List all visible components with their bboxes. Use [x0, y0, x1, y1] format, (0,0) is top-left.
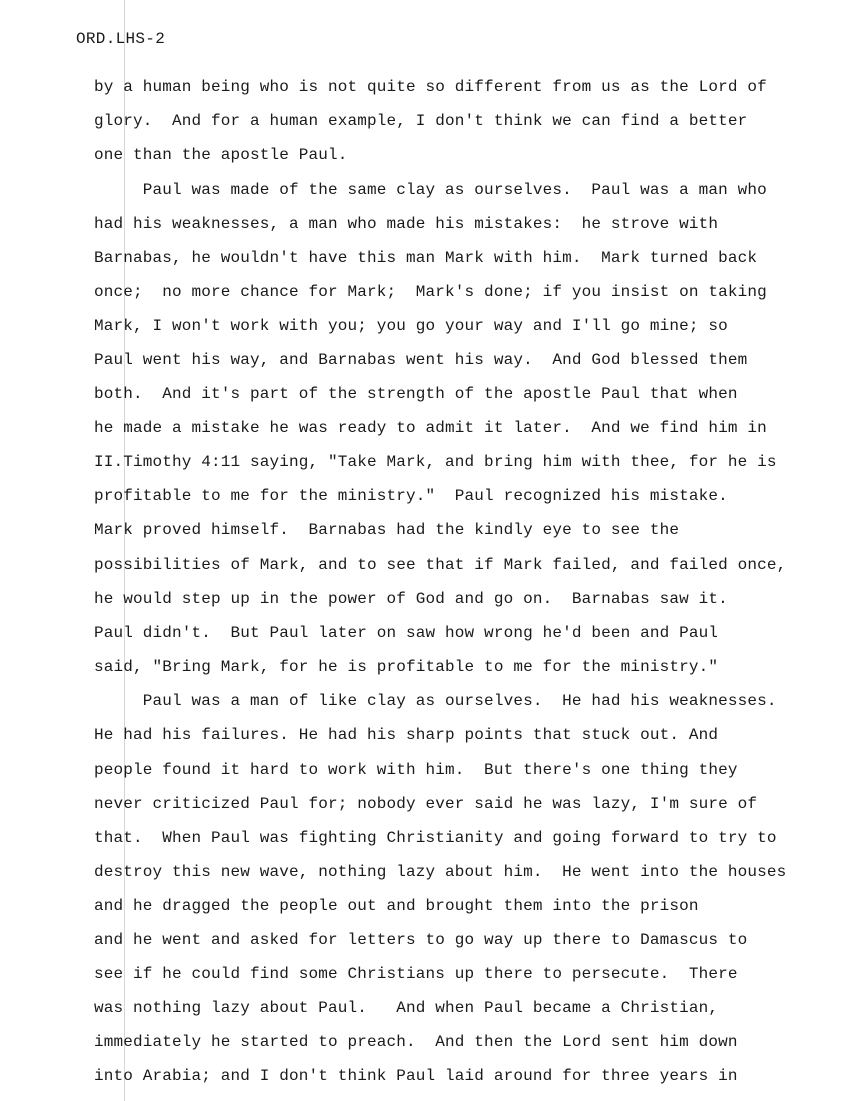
- text-line: Mark, I won't work with you; you go your way and I'll go mine; so: [94, 317, 728, 335]
- text-line: that. When Paul was fighting Christianity and going forward to try to: [94, 829, 777, 847]
- text-line: both. And it's part of the strength of the apostle Paul that when: [94, 385, 738, 403]
- text-line: Paul didn't. But Paul later on saw how wrong he'd been and Paul: [94, 624, 719, 642]
- text-line: one than the apostle Paul.: [94, 146, 348, 164]
- text-line: once; no more chance for Mark; Mark's done; if you insist on taking: [94, 283, 767, 301]
- text-line: possibilities of Mark, and to see that if Mark failed, and failed once,: [94, 556, 787, 574]
- text-line: was nothing lazy about Paul. And when Paul became a Christian,: [94, 999, 719, 1017]
- text-line: profitable to me for the ministry." Paul recognized his mistake.: [94, 487, 728, 505]
- text-line: Mark proved himself. Barnabas had the kindly eye to see the: [94, 521, 680, 539]
- text-line: Paul was a man of like clay as ourselves. He had his weaknesses.: [94, 692, 777, 710]
- text-line: II.Timothy 4:11 saying, "Take Mark, and bring him with thee, for he is: [94, 453, 777, 471]
- text-line: people found it hard to work with him. But there's one thing they: [94, 761, 738, 779]
- text-line: destroy this new wave, nothing lazy about him. He went into the houses: [94, 863, 787, 881]
- text-line: by a human being who is not quite so different from us as the Lord of: [94, 78, 767, 96]
- text-line: and he went and asked for letters to go way up there to Damascus to: [94, 931, 748, 949]
- text-line: see if he could find some Christians up there to persecute. There: [94, 965, 738, 983]
- text-line: Paul went his way, and Barnabas went his way. And God blessed them: [94, 351, 748, 369]
- text-line: never criticized Paul for; nobody ever said he was lazy, I'm sure of: [94, 795, 758, 813]
- text-line: Barnabas, he wouldn't have this man Mark with him. Mark turned back: [94, 249, 758, 267]
- text-line: into Arabia; and I don't think Paul laid around for three years in: [94, 1067, 738, 1085]
- text-line: glory. And for a human example, I don't think we can find a better: [94, 112, 748, 130]
- text-line: said, "Bring Mark, for he is profitable to me for the ministry.": [94, 658, 719, 676]
- text-line: immediately he started to preach. And then the Lord sent him down: [94, 1033, 738, 1051]
- text-line: he made a mistake he was ready to admit it later. And we find him in: [94, 419, 767, 437]
- text-line: and he dragged the people out and brought them into the prison: [94, 897, 699, 915]
- text-line: had his weaknesses, a man who made his mistakes: he strove with: [94, 215, 719, 233]
- page-header: ORD.LHS-2: [76, 30, 166, 48]
- text-line: he would step up in the power of God and go on. Barnabas saw it.: [94, 590, 728, 608]
- text-line: Paul was made of the same clay as ourselves. Paul was a man who: [94, 181, 767, 199]
- text-line: He had his failures. He had his sharp points that stuck out. And: [94, 726, 719, 744]
